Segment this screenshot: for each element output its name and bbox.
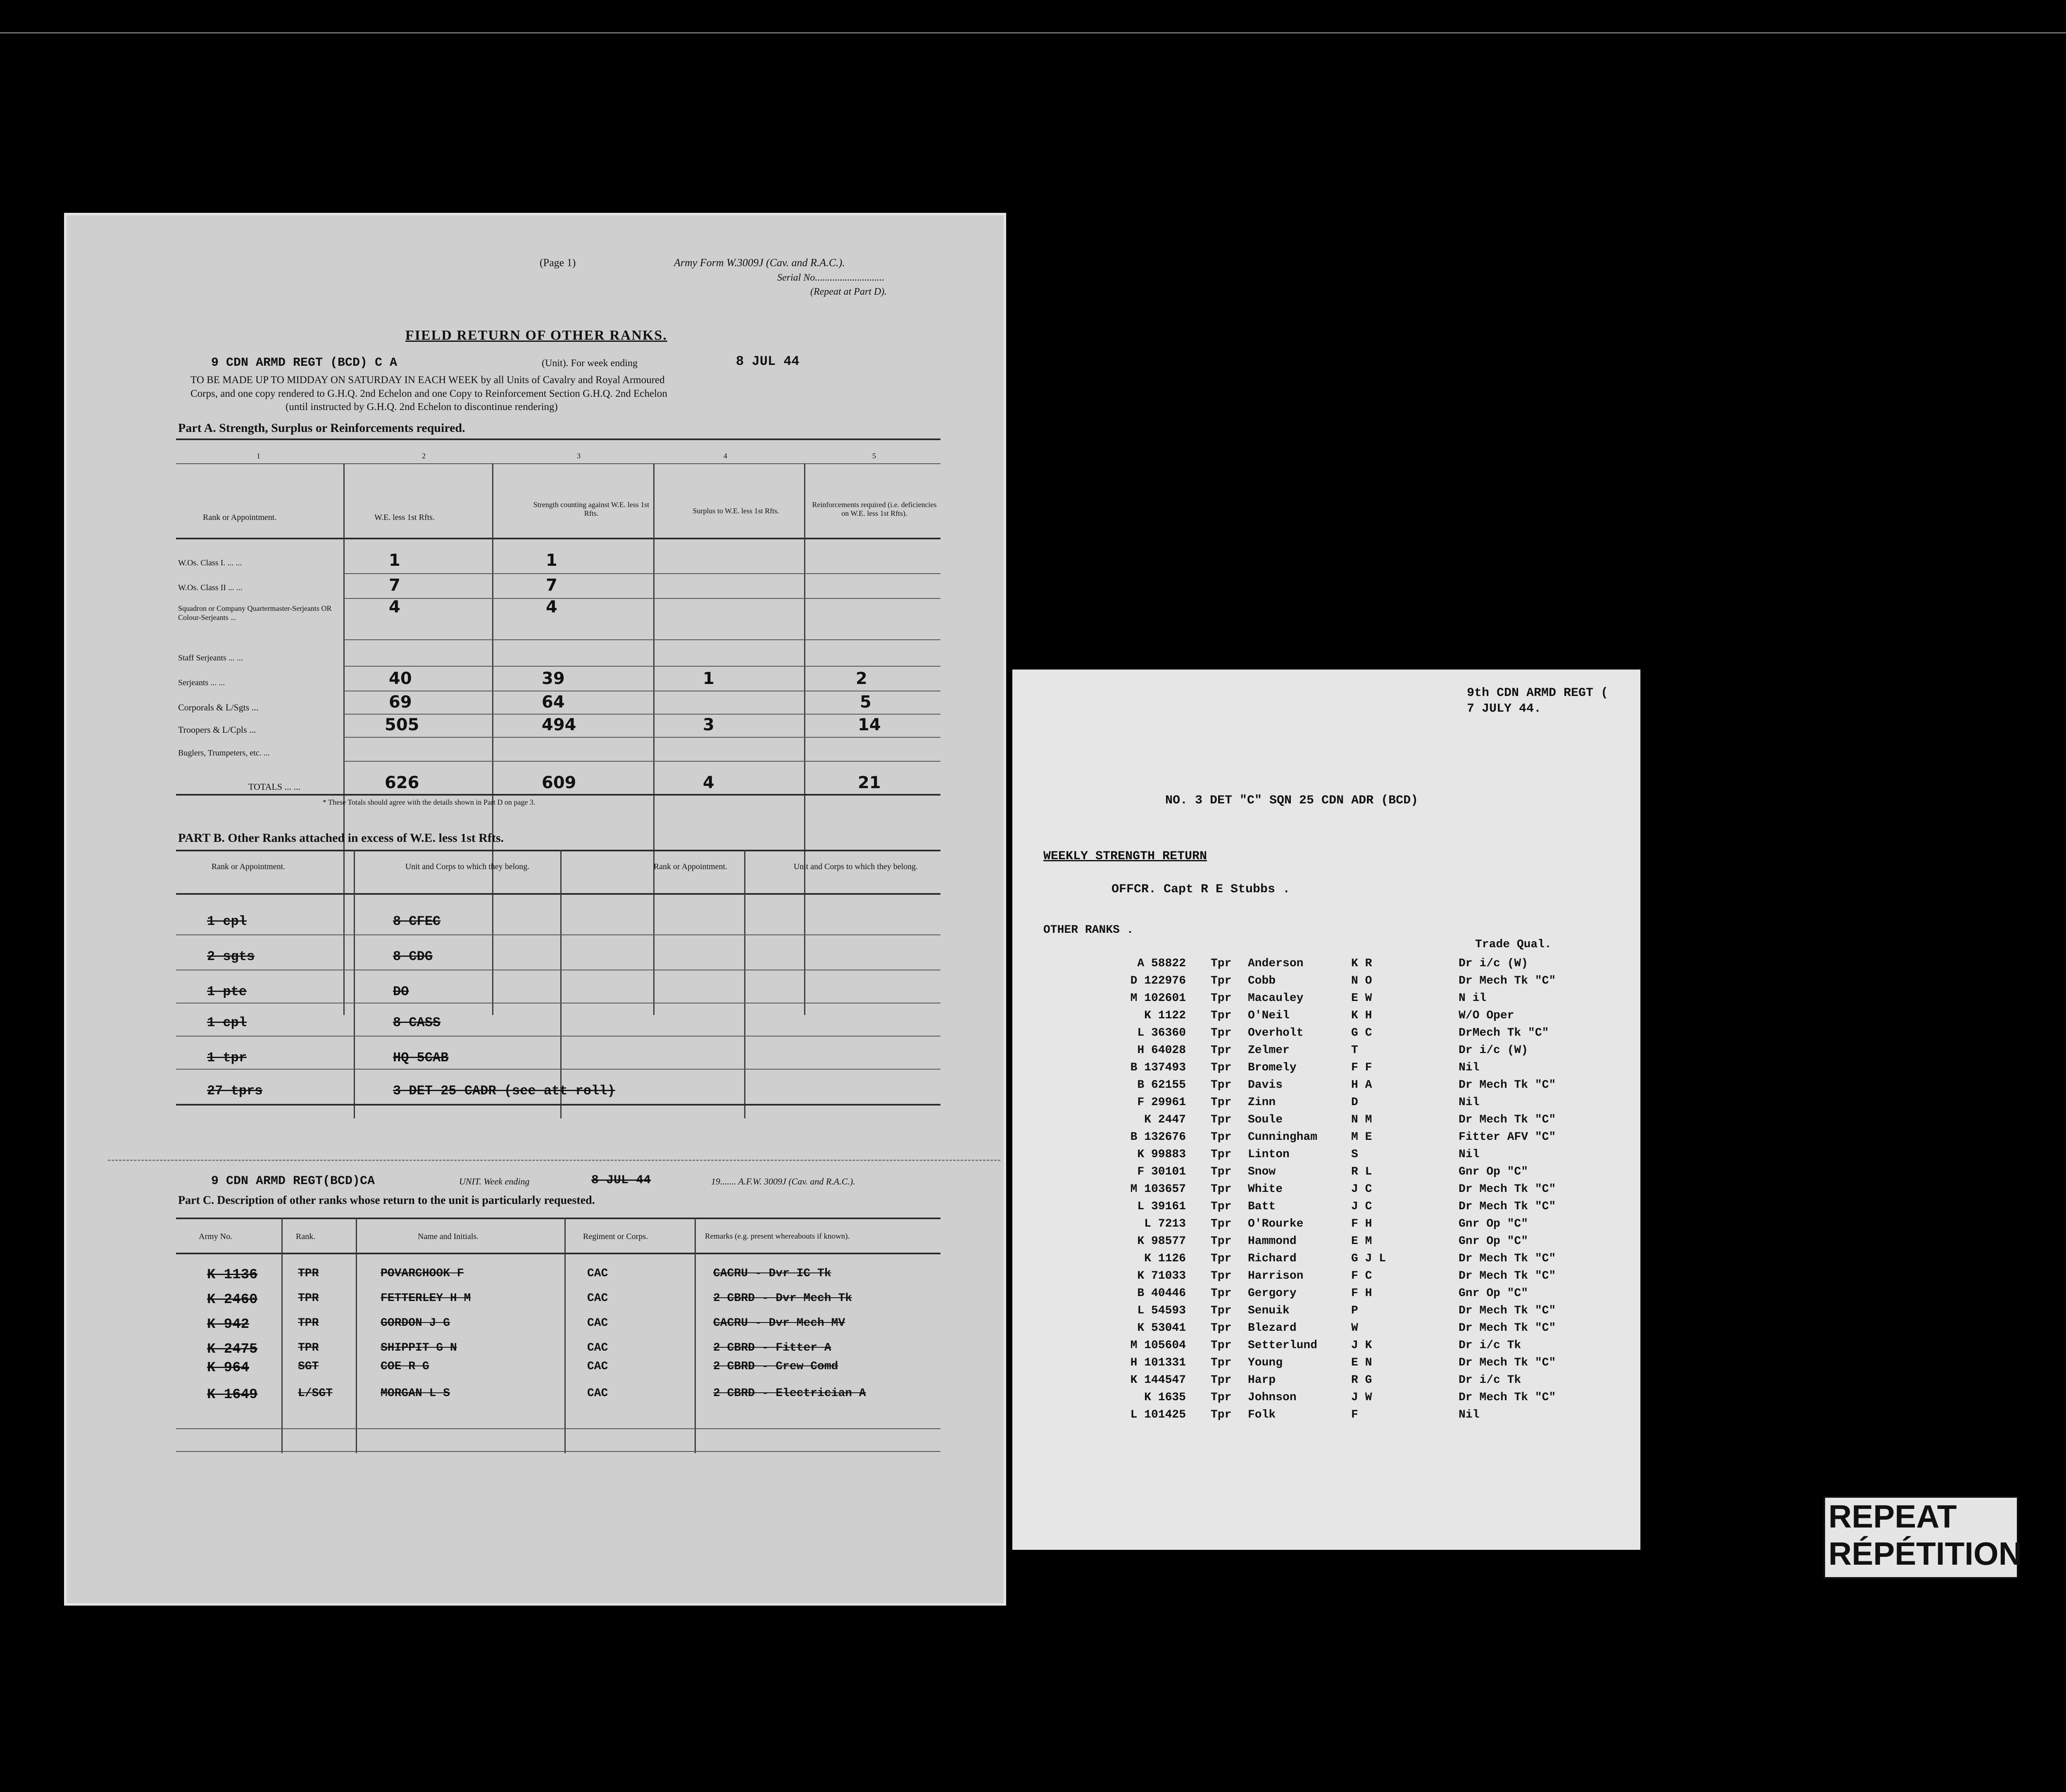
- roster-cell-rank: Tpr: [1211, 1287, 1232, 1300]
- part-c-cell-rank: TPR: [298, 1342, 319, 1354]
- roster-row: [1107, 1319, 1595, 1337]
- roster-row: [1107, 1302, 1595, 1319]
- roster-cell-init: M E: [1351, 1130, 1372, 1144]
- roster-cell-no: M 102601: [1130, 991, 1186, 1005]
- roster-cell-init: R G: [1351, 1373, 1372, 1387]
- roster-row: [1107, 1406, 1595, 1423]
- roster-cell-name: Macauley: [1248, 991, 1304, 1005]
- roster-cell-rank: Tpr: [1211, 1061, 1232, 1074]
- instruction-line-2: Corps, and one copy rendered to G.H.Q. 2nd Echelon and one Copy to Reinforcement Section G.H.Q. 2nd Echelon: [190, 388, 667, 399]
- header-strength: Strength counting against W.E. less 1st Rfts.: [533, 500, 650, 517]
- roster-cell-init: F F: [1351, 1061, 1372, 1074]
- roster-cell-trade: Dr Mech Tk "C": [1459, 1269, 1556, 1282]
- part-c-cell-corps: CAC: [587, 1317, 608, 1330]
- header-we: W.E. less 1st Rfts.: [374, 513, 435, 522]
- roster-cell-rank: Tpr: [1211, 1026, 1232, 1039]
- roster-cell-no: K 71033: [1137, 1269, 1186, 1282]
- roster-cell-name: Linton: [1248, 1148, 1290, 1161]
- return-date: 7 JULY 44.: [1467, 702, 1542, 716]
- return-detachment: NO. 3 DET "C" SQN 25 CDN ADR (BCD): [1165, 794, 1419, 808]
- roster-cell-init: K H: [1351, 1009, 1372, 1022]
- roster-cell-trade: Dr i/c Tk: [1459, 1373, 1521, 1387]
- part-c-cell-no: K 2475: [207, 1342, 258, 1357]
- roster-cell-name: Anderson: [1248, 957, 1304, 970]
- army-form-number: Army Form W.3009J (Cav. and R.A.C.).: [674, 257, 845, 269]
- roster-cell-init: J K: [1351, 1339, 1372, 1352]
- roster-cell-init: G C: [1351, 1026, 1372, 1039]
- part-c-cell-name: COE R G: [381, 1360, 429, 1373]
- roster-cell-trade: W/O Oper: [1459, 1009, 1514, 1022]
- roster-cell-init: R L: [1351, 1165, 1372, 1178]
- roster-cell-no: D 122976: [1130, 974, 1186, 987]
- roster-cell-trade: Dr Mech Tk "C": [1459, 1078, 1556, 1091]
- roster-cell-trade: Dr Mech Tk "C": [1459, 1391, 1556, 1404]
- roster-cell-no: H 101331: [1130, 1356, 1186, 1369]
- roster-cell-init: G J L: [1351, 1252, 1386, 1265]
- roster-cell-name: Snow: [1248, 1165, 1276, 1178]
- trade-qual-header: Trade Qual.: [1475, 938, 1552, 951]
- roster-cell-trade: Dr Mech Tk "C": [1459, 1252, 1556, 1265]
- roster-cell-name: Zinn: [1248, 1096, 1276, 1109]
- roster-row: [1107, 1059, 1595, 1076]
- roster-cell-rank: Tpr: [1211, 1373, 1232, 1387]
- roster-cell-name: O'Neil: [1248, 1009, 1290, 1022]
- part-c-cell-no: K 1649: [207, 1387, 258, 1403]
- roster-row: [1107, 1267, 1595, 1284]
- roster-cell-rank: Tpr: [1211, 1113, 1232, 1126]
- roster-cell-no: K 1122: [1144, 1009, 1186, 1022]
- roster-cell-init: E M: [1351, 1234, 1372, 1248]
- roster-cell-trade: Nil: [1459, 1148, 1480, 1161]
- roster-cell-init: J C: [1351, 1200, 1372, 1213]
- part-c-cell-corps: CAC: [587, 1267, 608, 1280]
- roster-cell-rank: Tpr: [1211, 1182, 1232, 1196]
- roster-cell-rank: Tpr: [1211, 1339, 1232, 1352]
- roster-cell-rank: Tpr: [1211, 1234, 1232, 1248]
- roster-cell-name: Cobb: [1248, 974, 1276, 987]
- part-c-cell-remarks: 2 CBRD - Electrician A: [713, 1387, 866, 1400]
- roster-cell-no: L 101425: [1130, 1408, 1186, 1421]
- roster-cell-trade: Dr Mech Tk "C": [1459, 1182, 1556, 1196]
- roster-cell-no: L 36360: [1137, 1026, 1186, 1039]
- part-c-cell-name: GORDON J G: [381, 1317, 450, 1330]
- roster-cell-trade: Dr Mech Tk "C": [1459, 1113, 1556, 1126]
- roster-row: [1107, 1041, 1595, 1059]
- roster-cell-rank: Tpr: [1211, 1269, 1232, 1282]
- roster-cell-name: Batt: [1248, 1200, 1276, 1213]
- roster-cell-trade: Nil: [1459, 1096, 1480, 1109]
- roster-cell-no: K 1126: [1144, 1252, 1186, 1265]
- part-c-heading: Part C. Description of other ranks whose return to the unit is particularly requested.: [178, 1194, 595, 1207]
- roster-cell-no: K 98577: [1137, 1234, 1186, 1248]
- roster-cell-trade: N il: [1459, 991, 1487, 1005]
- part-a-heading: Part A. Strength, Surplus or Reinforcements required.: [178, 421, 465, 435]
- roster-cell-no: A 58822: [1137, 957, 1186, 970]
- roster-cell-name: Young: [1248, 1356, 1283, 1369]
- weekly-strength-return: [1012, 670, 1640, 1550]
- serial-number: Serial No............................: [777, 272, 885, 283]
- roster-cell-no: K 99883: [1137, 1148, 1186, 1161]
- header-surplus: Surplus to W.E. less 1st Rfts.: [693, 507, 779, 515]
- roster-cell-rank: Tpr: [1211, 1408, 1232, 1421]
- return-unit: 9th CDN ARMD REGT (: [1467, 686, 1609, 700]
- roster-cell-trade: Gnr Op "C": [1459, 1234, 1528, 1248]
- roster-cell-name: Hammond: [1248, 1234, 1297, 1248]
- roster-cell-no: M 105604: [1130, 1339, 1186, 1352]
- roster-cell-init: J W: [1351, 1391, 1372, 1404]
- roster-cell-init: J C: [1351, 1182, 1372, 1196]
- roster-cell-trade: Dr Mech Tk "C": [1459, 1321, 1556, 1334]
- roster-cell-init: F H: [1351, 1287, 1372, 1300]
- roster-cell-no: K 1635: [1144, 1391, 1186, 1404]
- roster-cell-rank: Tpr: [1211, 1148, 1232, 1161]
- part-c-cell-no: K 942: [207, 1317, 250, 1332]
- roster-cell-trade: Dr Mech Tk "C": [1459, 974, 1556, 987]
- roster-cell-name: O'Rourke: [1248, 1217, 1304, 1230]
- roster-cell-name: Cunningham: [1248, 1130, 1318, 1144]
- roster-row: [1107, 1215, 1595, 1232]
- roster-cell-rank: Tpr: [1211, 1130, 1232, 1144]
- part-a-footnote: * These Totals should agree with the details shown in Part D on page 3.: [323, 798, 536, 806]
- roster-row: [1107, 1111, 1595, 1128]
- roster-cell-rank: Tpr: [1211, 1321, 1232, 1334]
- roster-cell-name: Folk: [1248, 1408, 1276, 1421]
- roster-cell-no: L 7213: [1144, 1217, 1186, 1230]
- roster-cell-name: Davis: [1248, 1078, 1283, 1091]
- roster-cell-trade: DrMech Tk "C": [1459, 1026, 1549, 1039]
- roster-cell-name: Bromely: [1248, 1061, 1297, 1074]
- roster-cell-name: Johnson: [1248, 1391, 1297, 1404]
- roster-cell-trade: Gnr Op "C": [1459, 1287, 1528, 1300]
- part-c-cell-remarks: 2 CBRD - Crew Comd: [713, 1360, 838, 1373]
- return-officer: OFFCR. Capt R E Stubbs .: [1112, 882, 1290, 896]
- roster-cell-trade: Dr Mech Tk "C": [1459, 1200, 1556, 1213]
- roster-cell-no: L 39161: [1137, 1200, 1186, 1213]
- roster-row: [1107, 1389, 1595, 1406]
- part-c-cell-corps: CAC: [587, 1360, 608, 1373]
- roster-row: [1107, 1094, 1595, 1111]
- roster-cell-init: E W: [1351, 991, 1372, 1005]
- roster-cell-rank: Tpr: [1211, 974, 1232, 987]
- roster-row: [1107, 972, 1595, 989]
- roster-row: [1107, 1146, 1595, 1163]
- roster-cell-rank: Tpr: [1211, 957, 1232, 970]
- roster-cell-init: S: [1351, 1148, 1358, 1161]
- roster-cell-name: Harrison: [1248, 1269, 1304, 1282]
- roster-cell-rank: Tpr: [1211, 1200, 1232, 1213]
- roster-cell-no: L 54593: [1137, 1304, 1186, 1317]
- roster-cell-rank: Tpr: [1211, 1356, 1232, 1369]
- roster-cell-init: K R: [1351, 957, 1372, 970]
- other-ranks-label: OTHER RANKS .: [1043, 924, 1134, 937]
- roster-cell-no: B 40446: [1137, 1287, 1186, 1300]
- roster-cell-init: T: [1351, 1044, 1358, 1057]
- roster-cell-init: P: [1351, 1304, 1358, 1317]
- part-c-cell-no: K 1136: [207, 1267, 258, 1283]
- roster-cell-name: Soule: [1248, 1113, 1283, 1126]
- roster-cell-init: W: [1351, 1321, 1358, 1334]
- roster-cell-no: B 137493: [1130, 1061, 1186, 1074]
- roster-row: [1107, 1371, 1595, 1389]
- part-c-cell-remarks: 2 CBRD - Fitter A: [713, 1342, 831, 1354]
- week-ending: 8 JUL 44: [736, 354, 800, 369]
- roster-row: [1107, 955, 1595, 972]
- part-c-cell-remarks: CACRU - Dvr IC Tk: [713, 1267, 831, 1280]
- roster-cell-trade: Fitter AFV "C": [1459, 1130, 1556, 1144]
- part-c-cell-rank: TPR: [298, 1267, 319, 1280]
- instruction-line-1: TO BE MADE UP TO MIDDAY ON SATURDAY IN EACH WEEK by all Units of Cavalry and Royal Armoured: [190, 374, 665, 386]
- header-rank: Rank or Appointment.: [203, 513, 277, 522]
- film-edge-line: [0, 32, 2066, 33]
- roster-row: [1107, 1198, 1595, 1215]
- roster-cell-init: F H: [1351, 1217, 1372, 1230]
- header-reinforcements: Reinforcements required (i.e. deficiencies on W.E. less 1st Rfts).: [812, 500, 937, 517]
- roster-cell-trade: Dr i/c Tk: [1459, 1339, 1521, 1352]
- roster-cell-rank: Tpr: [1211, 1252, 1232, 1265]
- roster-cell-name: Harp: [1248, 1373, 1276, 1387]
- roster-row: [1107, 1163, 1595, 1180]
- roster-cell-no: H 64028: [1137, 1044, 1186, 1057]
- part-c-cell-corps: CAC: [587, 1342, 608, 1354]
- roster-cell-trade: Gnr Op "C": [1459, 1217, 1528, 1230]
- roster-cell-no: K 2447: [1144, 1113, 1186, 1126]
- roster-cell-name: White: [1248, 1182, 1283, 1196]
- part-c-cell-corps: CAC: [587, 1292, 608, 1305]
- roster-cell-init: H A: [1351, 1078, 1372, 1091]
- roster-cell-name: Blezard: [1248, 1321, 1297, 1334]
- roster-cell-name: Overholt: [1248, 1026, 1304, 1039]
- part-c-cell-rank: SGT: [298, 1360, 319, 1373]
- roster-cell-init: F C: [1351, 1269, 1372, 1282]
- roster-cell-name: Richard: [1248, 1252, 1297, 1265]
- roster-row: [1107, 1250, 1595, 1267]
- roster-cell-init: N O: [1351, 974, 1372, 987]
- roster-cell-rank: Tpr: [1211, 991, 1232, 1005]
- tear-line: [108, 1160, 1000, 1161]
- roster-row: [1107, 1076, 1595, 1094]
- roster-cell-rank: Tpr: [1211, 1044, 1232, 1057]
- roster-cell-rank: Tpr: [1211, 1009, 1232, 1022]
- roster-cell-rank: Tpr: [1211, 1078, 1232, 1091]
- roster-row: [1107, 1354, 1595, 1371]
- part-c-cell-name: FETTERLEY H M: [381, 1292, 471, 1305]
- roster-cell-init: F: [1351, 1408, 1358, 1421]
- page-number: (Page 1): [540, 257, 576, 269]
- roster-cell-name: Setterlund: [1248, 1339, 1318, 1352]
- roster-cell-trade: Dr Mech Tk "C": [1459, 1356, 1556, 1369]
- part-c-cell-no: K 964: [207, 1360, 250, 1376]
- other-ranks-table: [1107, 955, 1595, 1423]
- roster-cell-no: B 132676: [1130, 1130, 1186, 1144]
- roster-row: [1107, 1128, 1595, 1146]
- instruction-line-3: (until instructed by G.H.Q. 2nd Echelon to discontinue rendering): [286, 401, 558, 412]
- roster-cell-init: E N: [1351, 1356, 1372, 1369]
- roster-cell-no: M 103657: [1130, 1182, 1186, 1196]
- roster-cell-name: Gergory: [1248, 1287, 1297, 1300]
- part-c-cell-rank: TPR: [298, 1317, 319, 1330]
- part-c-cell-rank: TPR: [298, 1292, 319, 1305]
- part-c-cell-corps: CAC: [587, 1387, 608, 1400]
- roster-cell-rank: Tpr: [1211, 1217, 1232, 1230]
- roster-cell-rank: Tpr: [1211, 1391, 1232, 1404]
- roster-cell-rank: Tpr: [1211, 1304, 1232, 1317]
- roster-row: [1107, 1232, 1595, 1250]
- return-title: WEEKLY STRENGTH RETURN: [1043, 849, 1207, 863]
- repeat-stamp: REPEAT RÉPÉTITION: [1823, 1496, 2018, 1579]
- roster-row: [1107, 1024, 1595, 1041]
- part-c-cell-name: MORGAN L S: [381, 1387, 450, 1400]
- roster-cell-rank: Tpr: [1211, 1165, 1232, 1178]
- roster-cell-init: D: [1351, 1096, 1358, 1109]
- roster-cell-no: B 62155: [1137, 1078, 1186, 1091]
- roster-cell-trade: Dr i/c (W): [1459, 957, 1528, 970]
- part-c-cell-rank: L/SGT: [298, 1387, 333, 1400]
- part-c-cell-name: POVARCHOOK F: [381, 1267, 464, 1280]
- repeat-note: (Repeat at Part D).: [810, 286, 887, 297]
- part-c-unit: 9 CDN ARMD REGT(BCD)CA: [211, 1174, 375, 1188]
- field-return-form: (Page 1) Army Form W.3009J (Cav. and R.A.C.). Serial No............................ (Repeat at Part D). FIELD RETURN OF OTHER RANKS. 9 CDN ARMD REGT (BCD) C A (Unit). For week ending 8 JUL 44 TO BE MADE UP TO MIDDAY ON SATURDAY IN EACH WEEK by all Units of Cavalry and Royal Armoured Corps, and one copy rendered to G.H.Q. 2nd Echelon and one Copy to Reinforcement Section G.H.Q. 2nd Echelon (until instructed by G.H.Q. 2nd Echelon to discontinue rendering) Part A. Strength, Surplus or Reinforcements required. 1 2 3 4 5 Rank or Appointment. W.E. less 1st Rfts. Strength counting against W.E. less 1st Rfts. Surplus to W.E. less 1st Rfts. Reinforcements required (i.e. deficiencies on W.E. less 1st Rfts). W.Os. Class I. ... ... 1 1 W.Os. Class II ... ... 7 7 Squadron or Company Quartermaster-Serjeants OR Colour-Serjeants ... 4 4 Staff Serjeants ... ... Serjeants ... ... 40 39 1 2 Corporals & L/Sgts ... 69 64 5 Troopers & L/Cpls ... 505 494 3 14 Buglers, Trumpeters, etc. ... TOTALS ... ... 626 609 4 21 * These Totals should agree with the details shown in Part D on page 3. PART B. Other Ranks attached in excess of W.E. less 1st Rfts. Rank or Appointment. Unit and Corps to which they belong. Rank or Appointment. Unit and Corps to which they belong. 1 cpl 8 CFEC 2 sgts 8 CDG 1 pte DO 1 cpl 8 CASS 1 tpr HQ 5CAB 27 tprs 3 DET 25 CADR (see att roll) 9 CDN ARMD REGT(BCD)CA UNIT. Week ending 8 JUL 44 19....... A.F.W. 3009J (Cav. and R.A.C.). Part C. Description of other ranks whose return to the unit is particularly requested. Army No. Rank. Name and Initials. Regiment or Corps. Remarks (e.g. present whereabouts if known). K 1136 TPR POVARCHOOK F CAC CACRU - Dvr IC Tk K 2460 TPR FETTERLEY H M CAC 2 CBRD - Dvr Mech Tk K 942 TPR GORDON J G CAC CACRU - Dvr Mech MV K 2475 TPR SHIPPIT G N CAC 2 CBRD - Fitter A K 964 SGT COE R G CAC 2 CBRD - Crew Comd K 1649 L/SGT MORGAN L S CAC 2 CBRD - Electrician A: [64, 213, 1006, 1606]
- part-c-cell-name: SHIPPIT G N: [381, 1342, 457, 1354]
- roster-row: [1107, 1180, 1595, 1198]
- part-c-cell-remarks: 2 CBRD - Dvr Mech Tk: [713, 1292, 852, 1305]
- part-c-cell-no: K 2460: [207, 1292, 258, 1308]
- roster-cell-no: F 30101: [1137, 1165, 1186, 1178]
- roster-cell-trade: Dr Mech Tk "C": [1459, 1304, 1556, 1317]
- roster-cell-trade: Nil: [1459, 1061, 1480, 1074]
- roster-cell-no: K 53041: [1137, 1321, 1186, 1334]
- part-c-cell-remarks: CACRU - Dvr Mech MV: [713, 1317, 845, 1330]
- roster-row: [1107, 1337, 1595, 1354]
- roster-cell-rank: Tpr: [1211, 1096, 1232, 1109]
- roster-cell-name: Senuik: [1248, 1304, 1290, 1317]
- part-b-heading: PART B. Other Ranks attached in excess of W.E. less 1st Rfts.: [178, 831, 504, 845]
- form-title: FIELD RETURN OF OTHER RANKS.: [405, 328, 667, 343]
- unit-label: (Unit). For week ending: [542, 358, 638, 369]
- roster-cell-name: Zelmer: [1248, 1044, 1290, 1057]
- roster-cell-trade: Gnr Op "C": [1459, 1165, 1528, 1178]
- roster-row: [1107, 1007, 1595, 1024]
- roster-cell-trade: Dr i/c (W): [1459, 1044, 1528, 1057]
- roster-cell-init: N M: [1351, 1113, 1372, 1126]
- roster-cell-no: F 29961: [1137, 1096, 1186, 1109]
- unit-name: 9 CDN ARMD REGT (BCD) C A: [211, 356, 397, 370]
- roster-cell-trade: Nil: [1459, 1408, 1480, 1421]
- roster-row: [1107, 989, 1595, 1007]
- roster-cell-no: K 144547: [1130, 1373, 1186, 1387]
- part-c-week: 8 JUL 44: [591, 1173, 651, 1187]
- roster-row: [1107, 1284, 1595, 1302]
